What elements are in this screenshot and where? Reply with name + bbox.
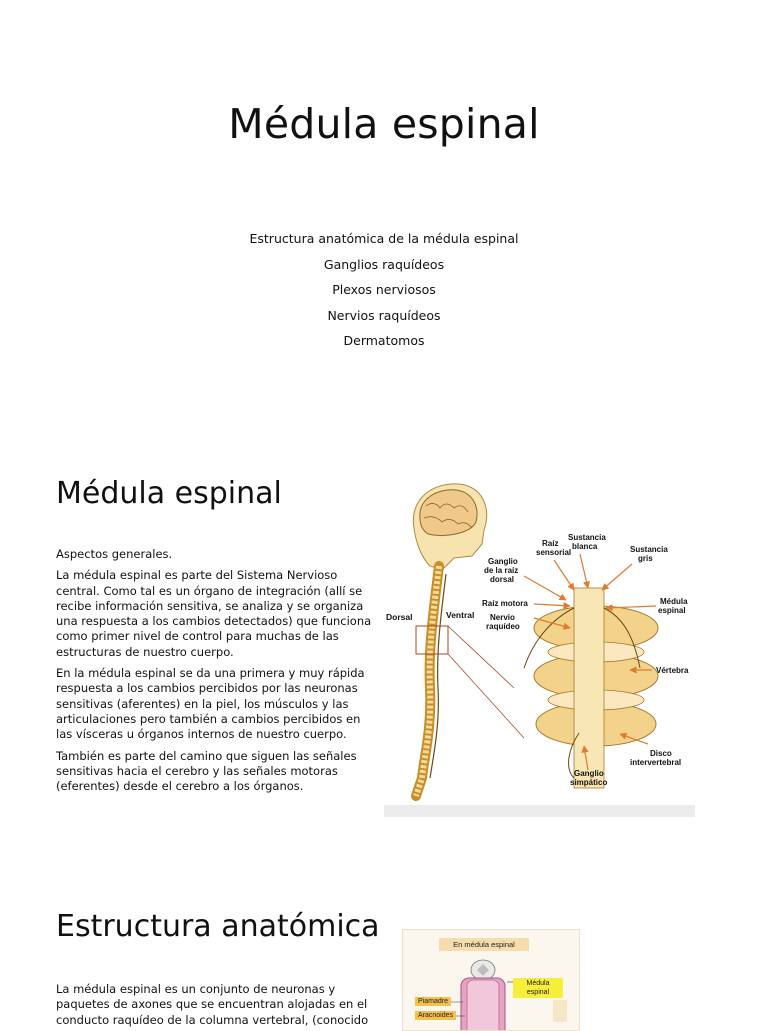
toc-item: Dermatomos: [343, 333, 425, 349]
figure-bottom-strip: [384, 805, 695, 817]
slide-body: [56, 547, 374, 800]
slide-title: Estructura anatómica: [56, 909, 380, 944]
table-of-contents: [0, 226, 768, 354]
label-ganglio-simpatico: Ganglio simpático: [570, 769, 608, 787]
paragraph: La médula espinal es parte del Sistema Nervioso central. Como tal es un órgano de integración (allí se recibe información sensitiva, se analiza y se organiza una respuesta a los cambios detectados) que funciona como primer nivel de control para muchas de las estructuras de nuestro cuerpo.: [56, 568, 372, 659]
head-figure: [413, 484, 486, 570]
slide-title: Médula espinal: [228, 100, 540, 148]
medula-espinal-tag: Médula espinal: [513, 978, 563, 998]
slide-body: [56, 982, 376, 1028]
spinal-cord-diagram: [384, 478, 695, 817]
spinal-cord-illustration: [384, 478, 695, 817]
piamadre-tag: Piamadre: [415, 997, 451, 1006]
figure-header: En médula espinal: [439, 938, 529, 951]
aracnoides-tag: Aracnoides: [415, 1011, 456, 1020]
label-ganglio-raiz-dorsal: Ganglio de la raíz dorsal: [484, 557, 519, 584]
label-disco-intervertebral: Disco intervertebral: [630, 749, 682, 767]
paragraph: La médula espinal es un conjunto de neuronas y paquetes de axones que se encuentran alojadas en el conducto raquídeo de la columna vertebral, (conocido: [56, 982, 369, 1027]
label-nervio-raquideo: Nervio raquídeo: [486, 613, 520, 631]
meninges-illustration: [402, 929, 580, 1031]
label-sustancia-gris: Sustancia gris: [630, 545, 668, 563]
dorsal-label: Dorsal: [386, 612, 413, 622]
toc-item: Estructura anatómica de la médula espinal: [249, 231, 519, 246]
title-slide: [0, 0, 768, 430]
ventral-label: Ventral: [446, 610, 475, 620]
toc-item: Ganglios raquídeos: [323, 256, 445, 272]
label-sustancia-blanca: Sustancia blanca: [568, 533, 606, 551]
spine-column: [416, 566, 446, 796]
slide-title: Médula espinal: [56, 476, 282, 511]
paragraph: También es parte del camino que siguen las señales sensitivas hacia el cerebro y las señales motoras (eferentes) desde el cerebro a los órganos.: [56, 748, 357, 794]
label-raiz-sensorial: Raíz sensorial: [536, 539, 572, 557]
label-raiz-motora: Raíz motora: [482, 599, 528, 608]
general-aspects-slide: [0, 440, 768, 880]
paragraph: Aspectos generales.: [56, 547, 173, 561]
anatomical-structure-slide: [0, 895, 768, 1027]
label-medula-espinal: Médula espinal: [658, 597, 688, 615]
label-vertebra: Vértebra: [656, 666, 689, 675]
paragraph: En la médula espinal se da una primera y muy rápida respuesta a los cambios percibidos por las neuronas sensitivas (aferentes) en la piel, los músculos y las articulaciones pero también a cambios percibidos en las vísceras u órganos internos de nuestro cuerpo.: [56, 666, 365, 742]
toc-item: Plexos nerviosos: [332, 282, 436, 298]
toc-item: Nervios raquídeos: [327, 307, 441, 323]
